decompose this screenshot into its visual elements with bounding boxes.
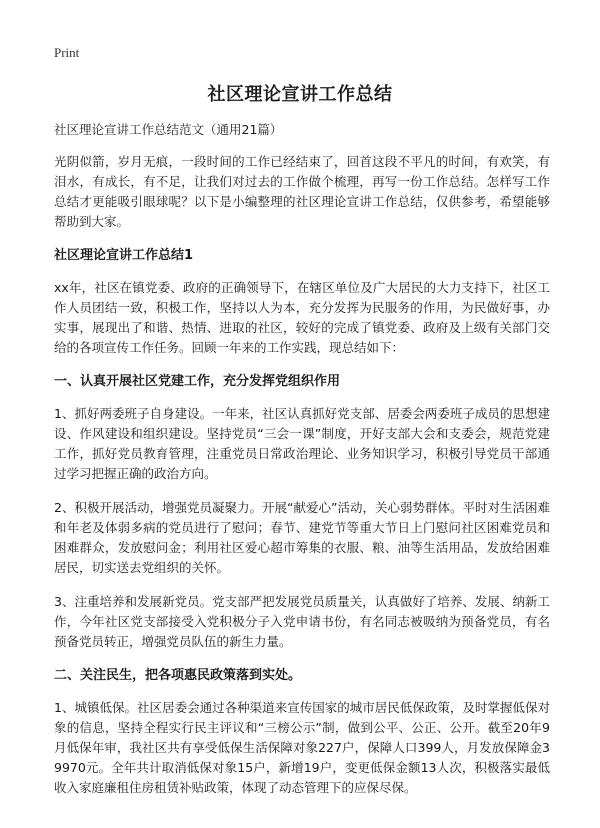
section1-heading: 一、认真开展社区党建工作，充分发挥党组织作用 xyxy=(54,374,341,389)
intro-paragraph: 光阴似箭，岁月无痕，一段时间的工作已经结束了，回首这段不平凡的时间，有欢笑，有泪水，有成长，有不足，让我们对过去的工作做个梳理，再写一份工作总结。怎样写工作总结才更能吸引眼球呢？以下是小编整理的社区理论宣讲工作总结，仅供参考，希望能够帮助到大家。 xyxy=(54,154,550,229)
section1-paragraph-1: 1、抓好两委班子自身建设。一年来，社区认真抓好党支部、居委会两委班子成员的思想建设、作风建设和组织建设。坚持党员“三会一课”制度，开好支部大会和支委会，规范党建工作，抓好党员教育管理，注重党员日常政治理论、业务知识学习，积极引导党员干部通过学习把握正确的政治方向。 xyxy=(54,406,550,481)
document-subtitle: 社区理论宣讲工作总结范文（通用21篇） xyxy=(54,122,283,137)
section1-paragraph-3: 3、注重培养和发展新党员。党支部严把发展党员质量关，认真做好了培养、发展、纳新工作，今年社区党支部接受入党积极分子入党申请书份，有名同志被吸纳为预备党员，有名预备党员转正，增强党员队伍的新生力量。 xyxy=(54,594,550,649)
summary-paragraph: xx年，社区在镇党委、政府的正确领导下，在辖区单位及广大居民的大力支持下，社区工作人员团结一致，积极工作，坚持以人为本，充分发挥为民服务的作用，为民做好事，办实事，展现出了和谐、热情、进取的社区，较好的完成了镇党委、政府及上级有关部门交给的各项宣传工作任务。回顾一年来的工作实践，现总结如下： xyxy=(54,280,550,355)
print-label[interactable]: Print xyxy=(54,45,80,60)
document-body xyxy=(54,120,550,812)
page-title: 社区理论宣讲工作总结 xyxy=(207,84,393,105)
summary-heading: 社区理论宣讲工作总结1 xyxy=(54,248,194,263)
section2-heading: 二、关注民生，把各项惠民政策落到实处。 xyxy=(54,668,302,683)
section2-paragraph-1: 1、城镇低保。社区居委会通过各种渠道来宣传国家的城市居民低保政策，及时掌握低保对象的信息，坚持全程实行民主评议和“三榜公示”制，做到公平、公正、公开。截至20年9月低保年审，我社区共有享受低保生活保障对象227户，保障人口399人，月发放保障金39970元。全年共计取消低保对象15户，新增19户，变更低保金额13人次，积极落实最低收入家庭廉租住房租赁补贴政策，体现了动态管理下的应保尽保。 xyxy=(54,700,550,795)
section1-paragraph-2: 2、积极开展活动，增强党员凝聚力。开展“献爱心”活动，关心弱势群体。平时对生活困难和年老及体弱多病的党员进行了慰问；春节、建党节等重大节日上门慰问社区困难党员和困难群众，发放慰问金；利用社区爱心超市筹集的衣服、粮、油等生活用品，发放给困难居民，切实送去党组织的关怀。 xyxy=(54,500,550,575)
